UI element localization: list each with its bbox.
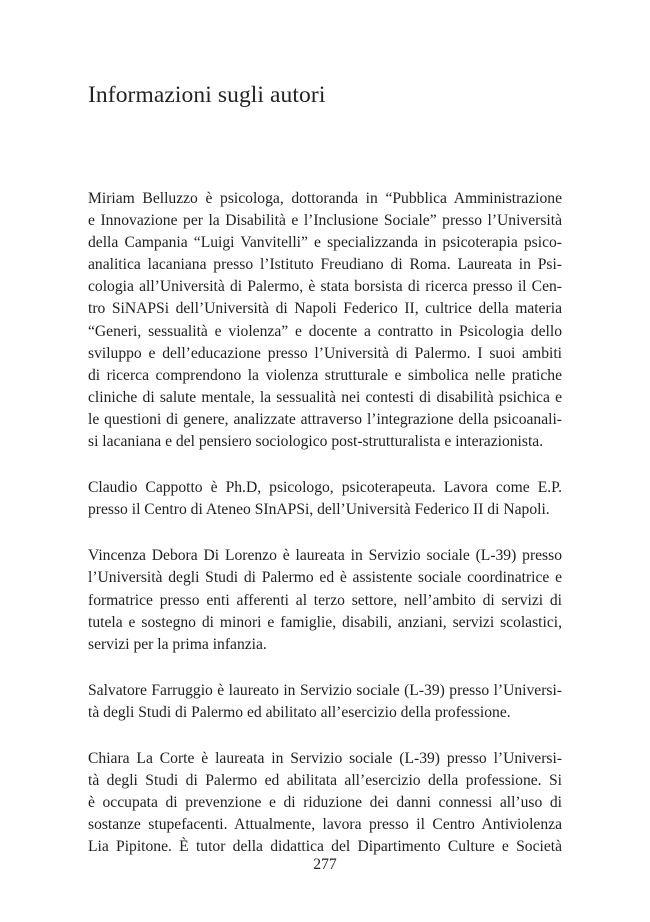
bio-line: sviluppo e dell’educazione presso l’Università di Palermo. I suoi ambiti bbox=[88, 344, 562, 362]
bio-line: tà degli Studi di Palermo ed abilitato all’esercizio della professione. bbox=[88, 703, 511, 721]
bio-line: Salvatore Farruggio è laureato in Servizio sociale (L-39) presso l’Universi- bbox=[88, 681, 562, 699]
bio-line: tutela e sostegno di minori e famiglie, disabili, anziani, servizi scolastici, bbox=[88, 613, 562, 631]
bio-di-lorenzo bbox=[88, 545, 562, 655]
bio-line: Vincenza Debora Di Lorenzo è laureata in Servizio sociale (L-39) presso bbox=[88, 547, 562, 565]
bio-line: della Campania “Luigi Vanvitelli” e specializzanda in psicoterapia psico- bbox=[88, 234, 562, 252]
bio-cappotto bbox=[88, 477, 562, 521]
page-number: 277 bbox=[313, 856, 337, 873]
bio-line: analitica lacaniana presso l’Istituto Freudiano di Roma. Laureata in Psi- bbox=[88, 256, 562, 274]
bio-line: cologia all’Università di Palermo, è stata borsista di ricerca presso il Cen- bbox=[88, 278, 562, 296]
bio-farruggio bbox=[88, 680, 562, 724]
bio-line: tro SiNAPSi dell’Università di Napoli Federico II, cultrice della materia bbox=[88, 300, 562, 318]
bio-line: Chiara La Corte è laureata in Servizio sociale (L-39) presso l’Universi- bbox=[88, 749, 562, 767]
bio-belluzzo bbox=[88, 188, 562, 453]
bio-line: formatrice presso enti afferenti al terzo settore, nell’ambito di servizi di bbox=[88, 591, 562, 609]
bio-line: l’Università degli Studi di Palermo ed è assistente sociale coordinatrice e bbox=[88, 569, 562, 587]
bio-line: le questioni di genere, analizzate attraverso l’integrazione della psicoanali- bbox=[88, 410, 562, 428]
bio-line: è occupata di prevenzione e di riduzione dei danni connessi all’uso di bbox=[88, 794, 562, 812]
bio-line: servizi per la prima infanzia. bbox=[88, 635, 267, 653]
author-bios bbox=[88, 188, 562, 882]
bio-line: Miriam Belluzzo è psicologa, dottoranda in “Pubblica Amministrazione bbox=[88, 190, 562, 207]
bio-line: Lia Pipitone. È tutor della didattica del Dipartimento Culture e Società bbox=[88, 838, 562, 856]
bio-line: di ricerca comprendono la violenza strutturale e simbolica nelle pratiche bbox=[88, 366, 562, 384]
bio-line: cliniche di salute mentale, la sessualità nei contesti di disabilità psichica e bbox=[88, 388, 562, 406]
bio-line: si lacaniana e del pensiero sociologico post-strutturalista e interazionista. bbox=[88, 433, 544, 451]
bio-line: “Generi, sessualità e violenza” e docente a contratto in Psicologia dello bbox=[88, 322, 562, 340]
bio-line: e Innovazione per la Disabilità e l’Inclusione Sociale” presso l’Università bbox=[88, 212, 562, 230]
bio-line: presso il Centro di Ateneo SInAPSi, dell’Università Federico II di Napoli. bbox=[88, 501, 550, 519]
bio-line: sostanze stupefacenti. Attualmente, lavora presso il Centro Antiviolenza bbox=[88, 816, 562, 834]
bio-line: tà degli Studi di Palermo ed abilitata all’esercizio della professione. Si bbox=[88, 772, 562, 790]
page-title: Informazioni sugli autori bbox=[88, 82, 326, 108]
bio-line: Claudio Cappotto è Ph.D, psicologo, psicoterapeuta. Lavora come E.P. bbox=[88, 479, 562, 497]
bio-la-corte bbox=[88, 748, 562, 858]
